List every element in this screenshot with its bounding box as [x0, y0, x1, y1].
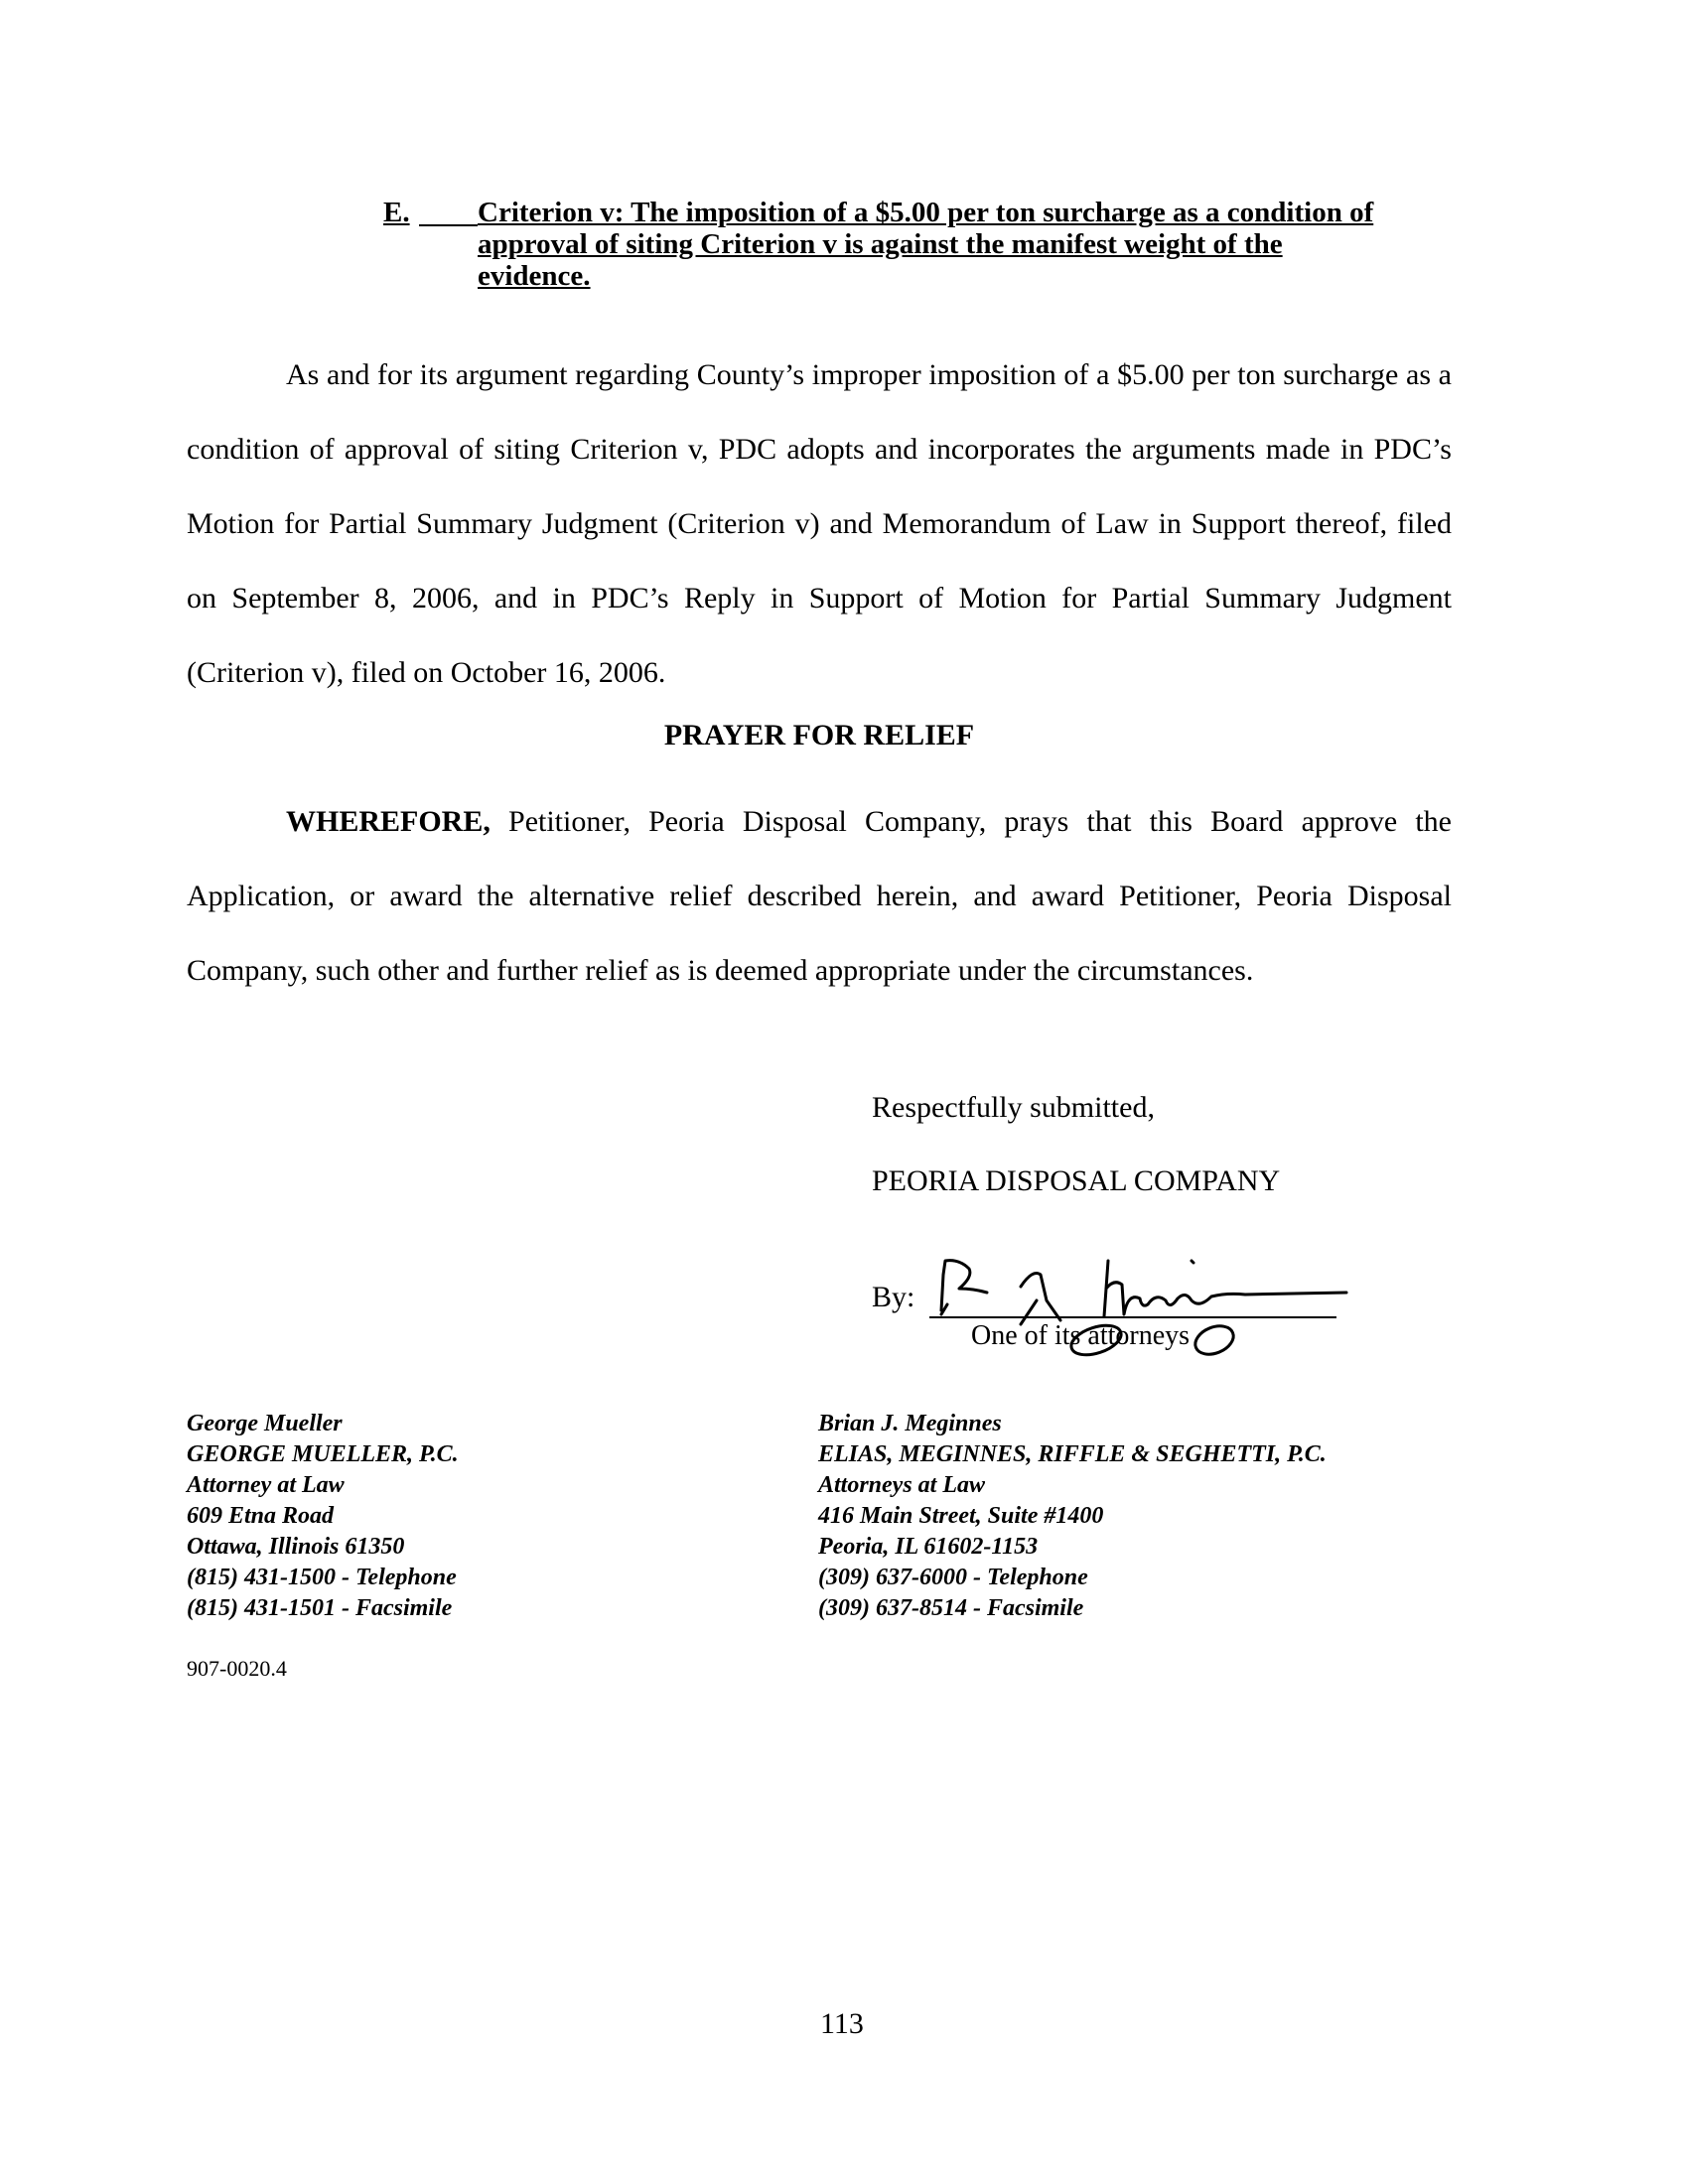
- counsel-right-line: 416 Main Street, Suite #1400: [818, 1503, 1104, 1529]
- counsel-left-line: Attorney at Law: [187, 1472, 345, 1498]
- document-number: 907-0020.4: [187, 1656, 287, 1681]
- argument-paragraph-text: As and for its argument regarding County’s improper imposition of a $5.00 per ton surcharge as a condition of approval of siting Criterion v, PDC adopts and incorporates the arguments made in PDC’s Motion for Partial Summary Judgment (Criterion v) and Memorandum of Law in Support thereof, filed on September 8, 2006, and in PDC’s Reply in Support of Motion for Partial Summary Judgment (Criterion v), filed on October 16, 2006.: [187, 358, 1452, 689]
- prayer-body: Petitioner, Peoria Disposal Company, prays that this Board approve the Application, or award the alternative relief described herein, and award Petitioner, Peoria Disposal Company, such other and further relief as is deemed appropriate under the circumstances.: [187, 805, 1452, 987]
- counsel-right-line: Attorneys at Law: [818, 1472, 986, 1498]
- counsel-right-line: (309) 637-6000 - Telephone: [818, 1565, 1088, 1590]
- company-name: PEORIA DISPOSAL COMPANY: [872, 1164, 1281, 1197]
- by-label: By:: [872, 1281, 915, 1313]
- section-letter: E.: [383, 197, 410, 228]
- heading-tab-underline: [419, 224, 478, 226]
- counsel-left-line: (815) 431-1501 - Facsimile: [187, 1595, 453, 1621]
- counsel-left-line: (815) 431-1500 - Telephone: [187, 1565, 457, 1590]
- page-number: 113: [820, 2007, 864, 2040]
- counsel-left-line: Ottawa, Illinois 61350: [187, 1534, 405, 1560]
- prayer-title: PRAYER FOR RELIEF: [663, 719, 975, 751]
- prayer-paragraph: [187, 784, 1452, 1008]
- counsel-right-line: Brian J. Meginnes: [818, 1411, 1002, 1436]
- closing-text: Respectfully submitted,: [872, 1091, 1155, 1124]
- counsel-left-line: 609 Etna Road: [187, 1503, 335, 1529]
- counsel-right-line: (309) 637-8514 - Facsimile: [818, 1595, 1084, 1621]
- prayer-lead: WHEREFORE,: [286, 805, 491, 838]
- argument-paragraph: [187, 338, 1452, 710]
- counsel-left-line: George Mueller: [187, 1411, 343, 1436]
- section-heading-text: Criterion v: The imposition of a $5.00 per ton surcharge as a condition of approval of siting Criterion v is against the manifest weight of the evidence.: [478, 197, 1374, 292]
- counsel-right-line: ELIAS, MEGINNES, RIFFLE & SEGHETTI, P.C.: [818, 1441, 1327, 1467]
- counsel-left: [187, 1409, 459, 1624]
- counsel-right-line: Peoria, IL 61602-1153: [818, 1534, 1039, 1560]
- signature-block: [872, 1249, 1368, 1351]
- signer-role: One of its attorneys: [971, 1320, 1191, 1351]
- counsel-left-line: GEORGE MUELLER, P.C.: [187, 1441, 459, 1467]
- counsel-right: [818, 1409, 1327, 1624]
